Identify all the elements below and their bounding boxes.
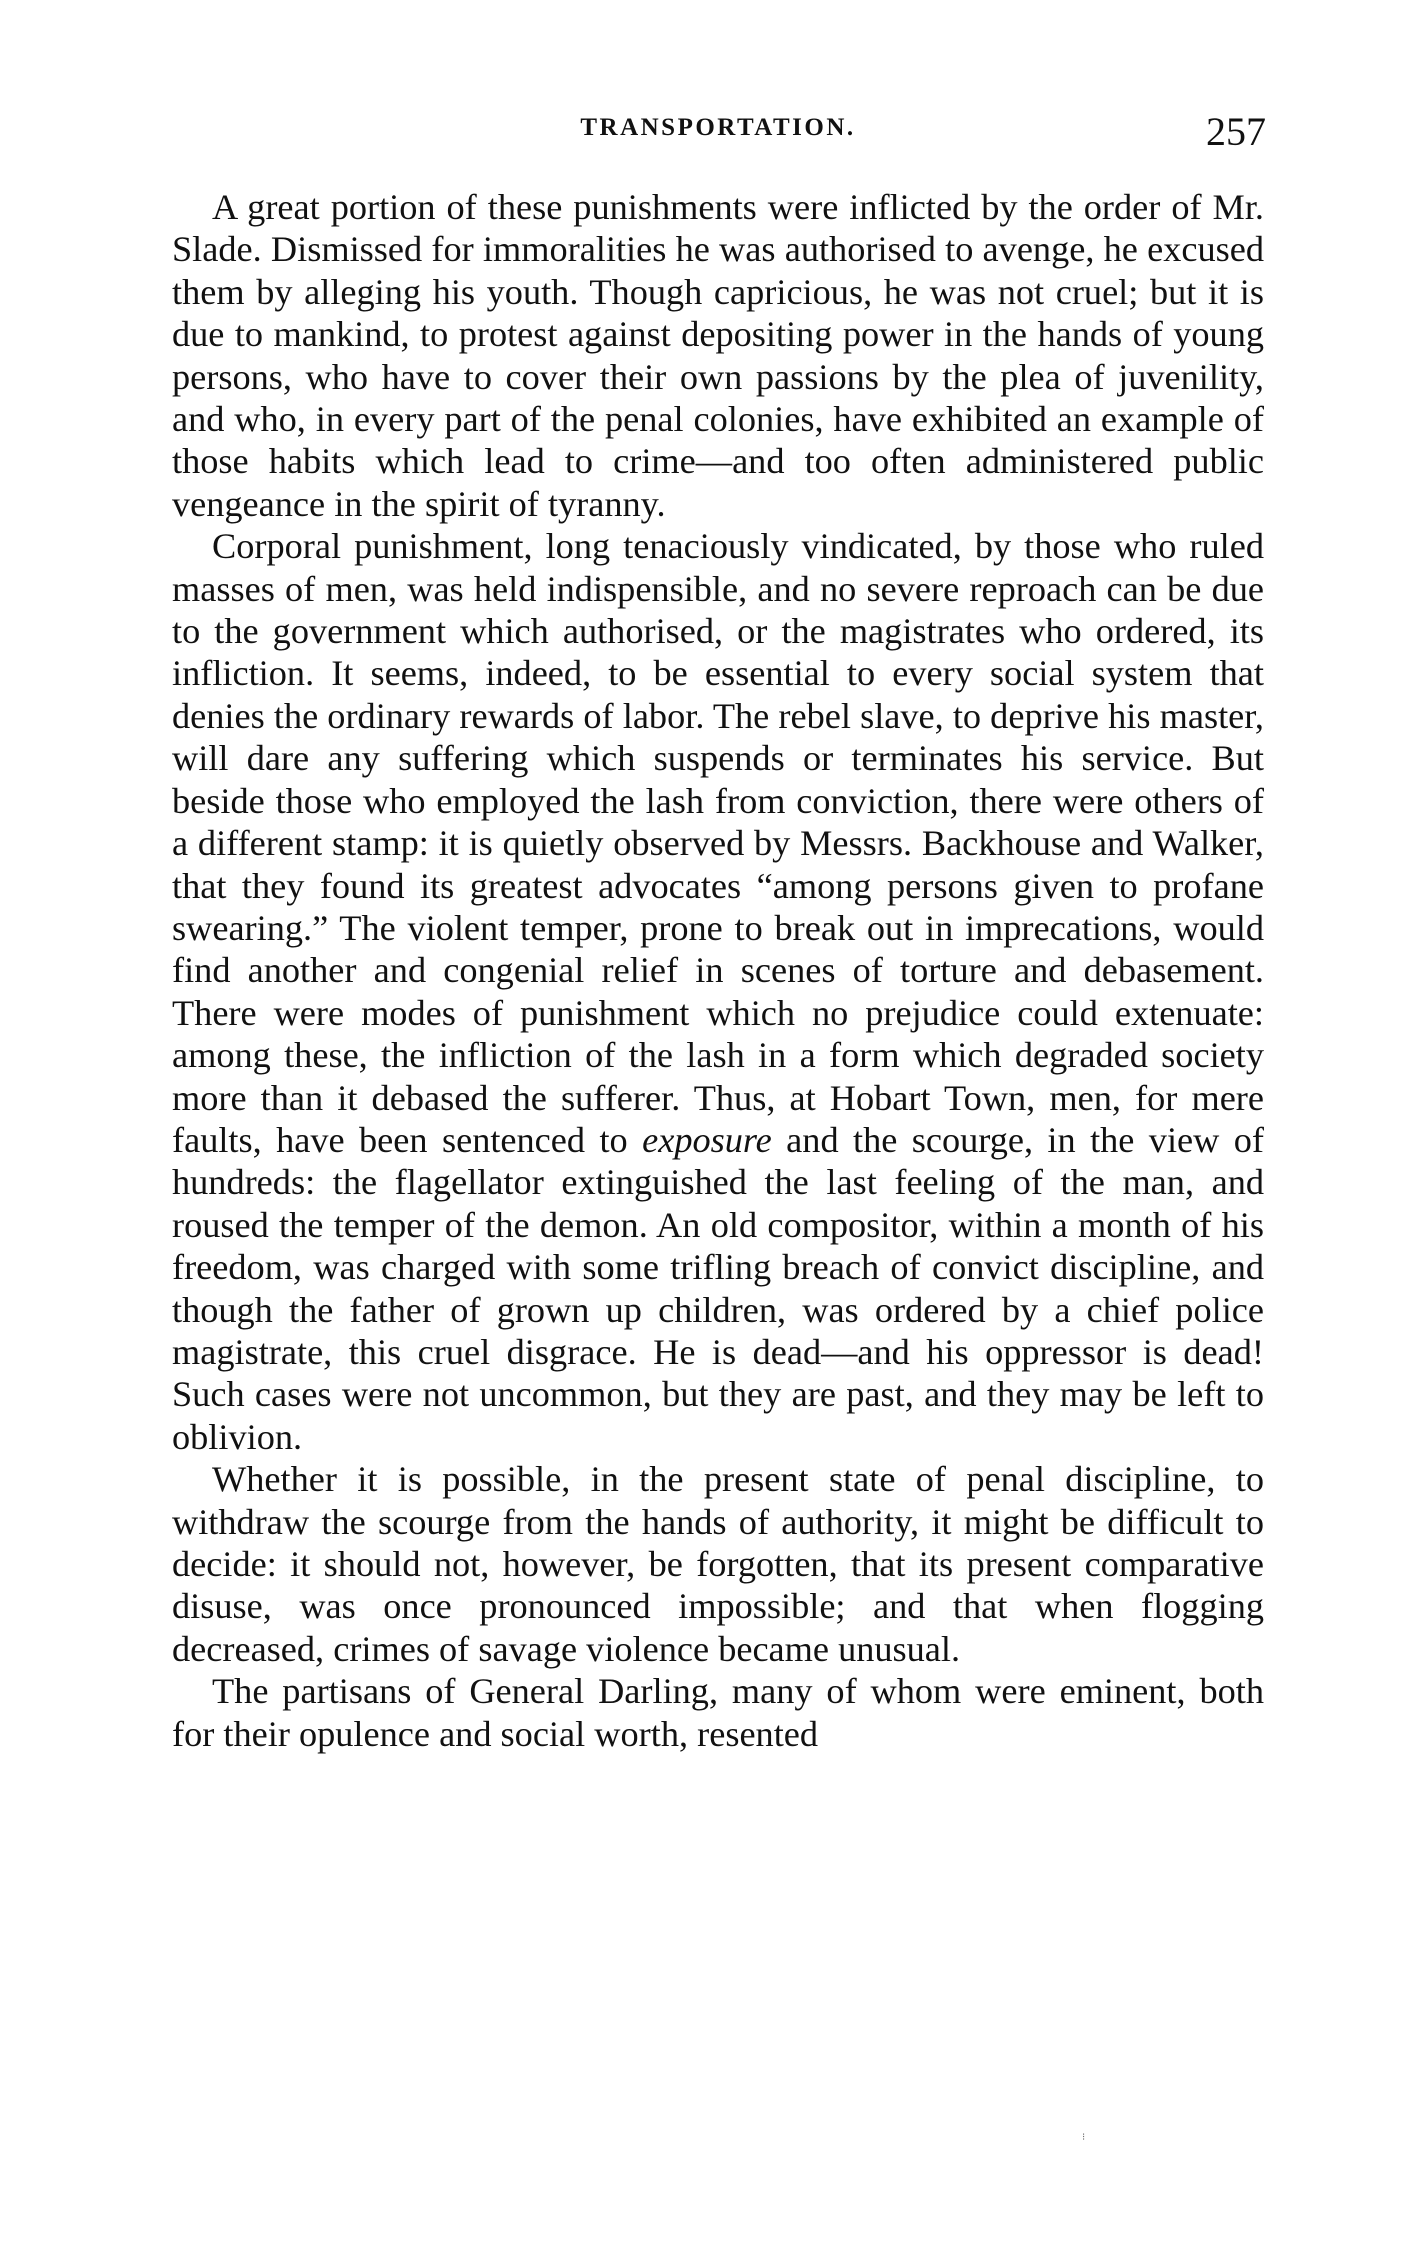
page-number: 257 [1206, 109, 1266, 154]
paragraph-text-part: Corporal punishment, long tenaciously vindicated, by those who ruled masses of men, was held indispensible, and no severe reproach can be due to the government which authorised, or the magistrates who ordered, its infliction. It seems, indeed, to be essential to every social system that denies the ordinary rewards of labor. The rebel slave, to deprive his master, will dare any suffering which suspends or terminates his service. But beside those who employed the lash from conviction, there were others of a different stamp: it is quietly observed by Messrs. Backhouse and Walker, that they found its greatest advocates “among persons given to profane swearing.” The violent temper, prone to break out in imprecations, would find another and congenial relief in scenes of torture and debasement. There were modes of punishment which no prejudice could extenuate: among these, the infliction of the lash in a form which degraded society more than it debased the sufferer. Thus, at Hobart Town, men, for mere faults, have been sentenced to [172, 526, 1264, 1160]
running-title: TRANSPORTATION. [580, 114, 856, 141]
paragraph-punishments-by-slade: A great portion of these punishments were inflicted by the order of Mr. Slade. Dismissed for immoralities he was authorised to avenge, he excused them by alleging his youth. Though capricious, he was not cruel; but it is due to mankind, to protest against depositing power in the hands of young persons, who have to cover their own passions by the plea of juvenility, and who, in every part of the penal colonies, have exhibited an example of those habits which lead to crime—and too often administered public vengeance in the spirit of tyranny. [172, 187, 1264, 524]
paragraph-withdraw-scourge: Whether it is possible, in the present state of penal discipline, to withdraw the scourge from the hands of authority, it might be difficult to decide: it should not, however, be forgotten, that its present comparative disuse, was once pronounced impossible; and that when flogging decreased, crimes of savage violence became unusual. [172, 1459, 1264, 1669]
paragraph-general-darling: The partisans of General Darling, many of whom were eminent, both for their opulence and social worth, resented [172, 1671, 1264, 1754]
emphasized-word: exposure [642, 1119, 772, 1160]
paragraph-corporal-punishment [172, 525, 1264, 1458]
running-head [170, 108, 1266, 158]
print-speck: ⁝ [1082, 2132, 1086, 2143]
body-text [172, 186, 1264, 1755]
paragraph-text-part: and the scourge, in the view of hundreds: the flagellator extinguished the last feeling of the man, and roused the temper of the demon. An old compositor, within a month of his freedom, was charged with some trifling breach of convict discipline, and though the father of grown up children, was ordered by a chief police magistrate, this cruel disgrace. He is dead—and his oppressor is dead! Such cases were not uncommon, but they are past, and they may be left to oblivion. [172, 1119, 1265, 1457]
